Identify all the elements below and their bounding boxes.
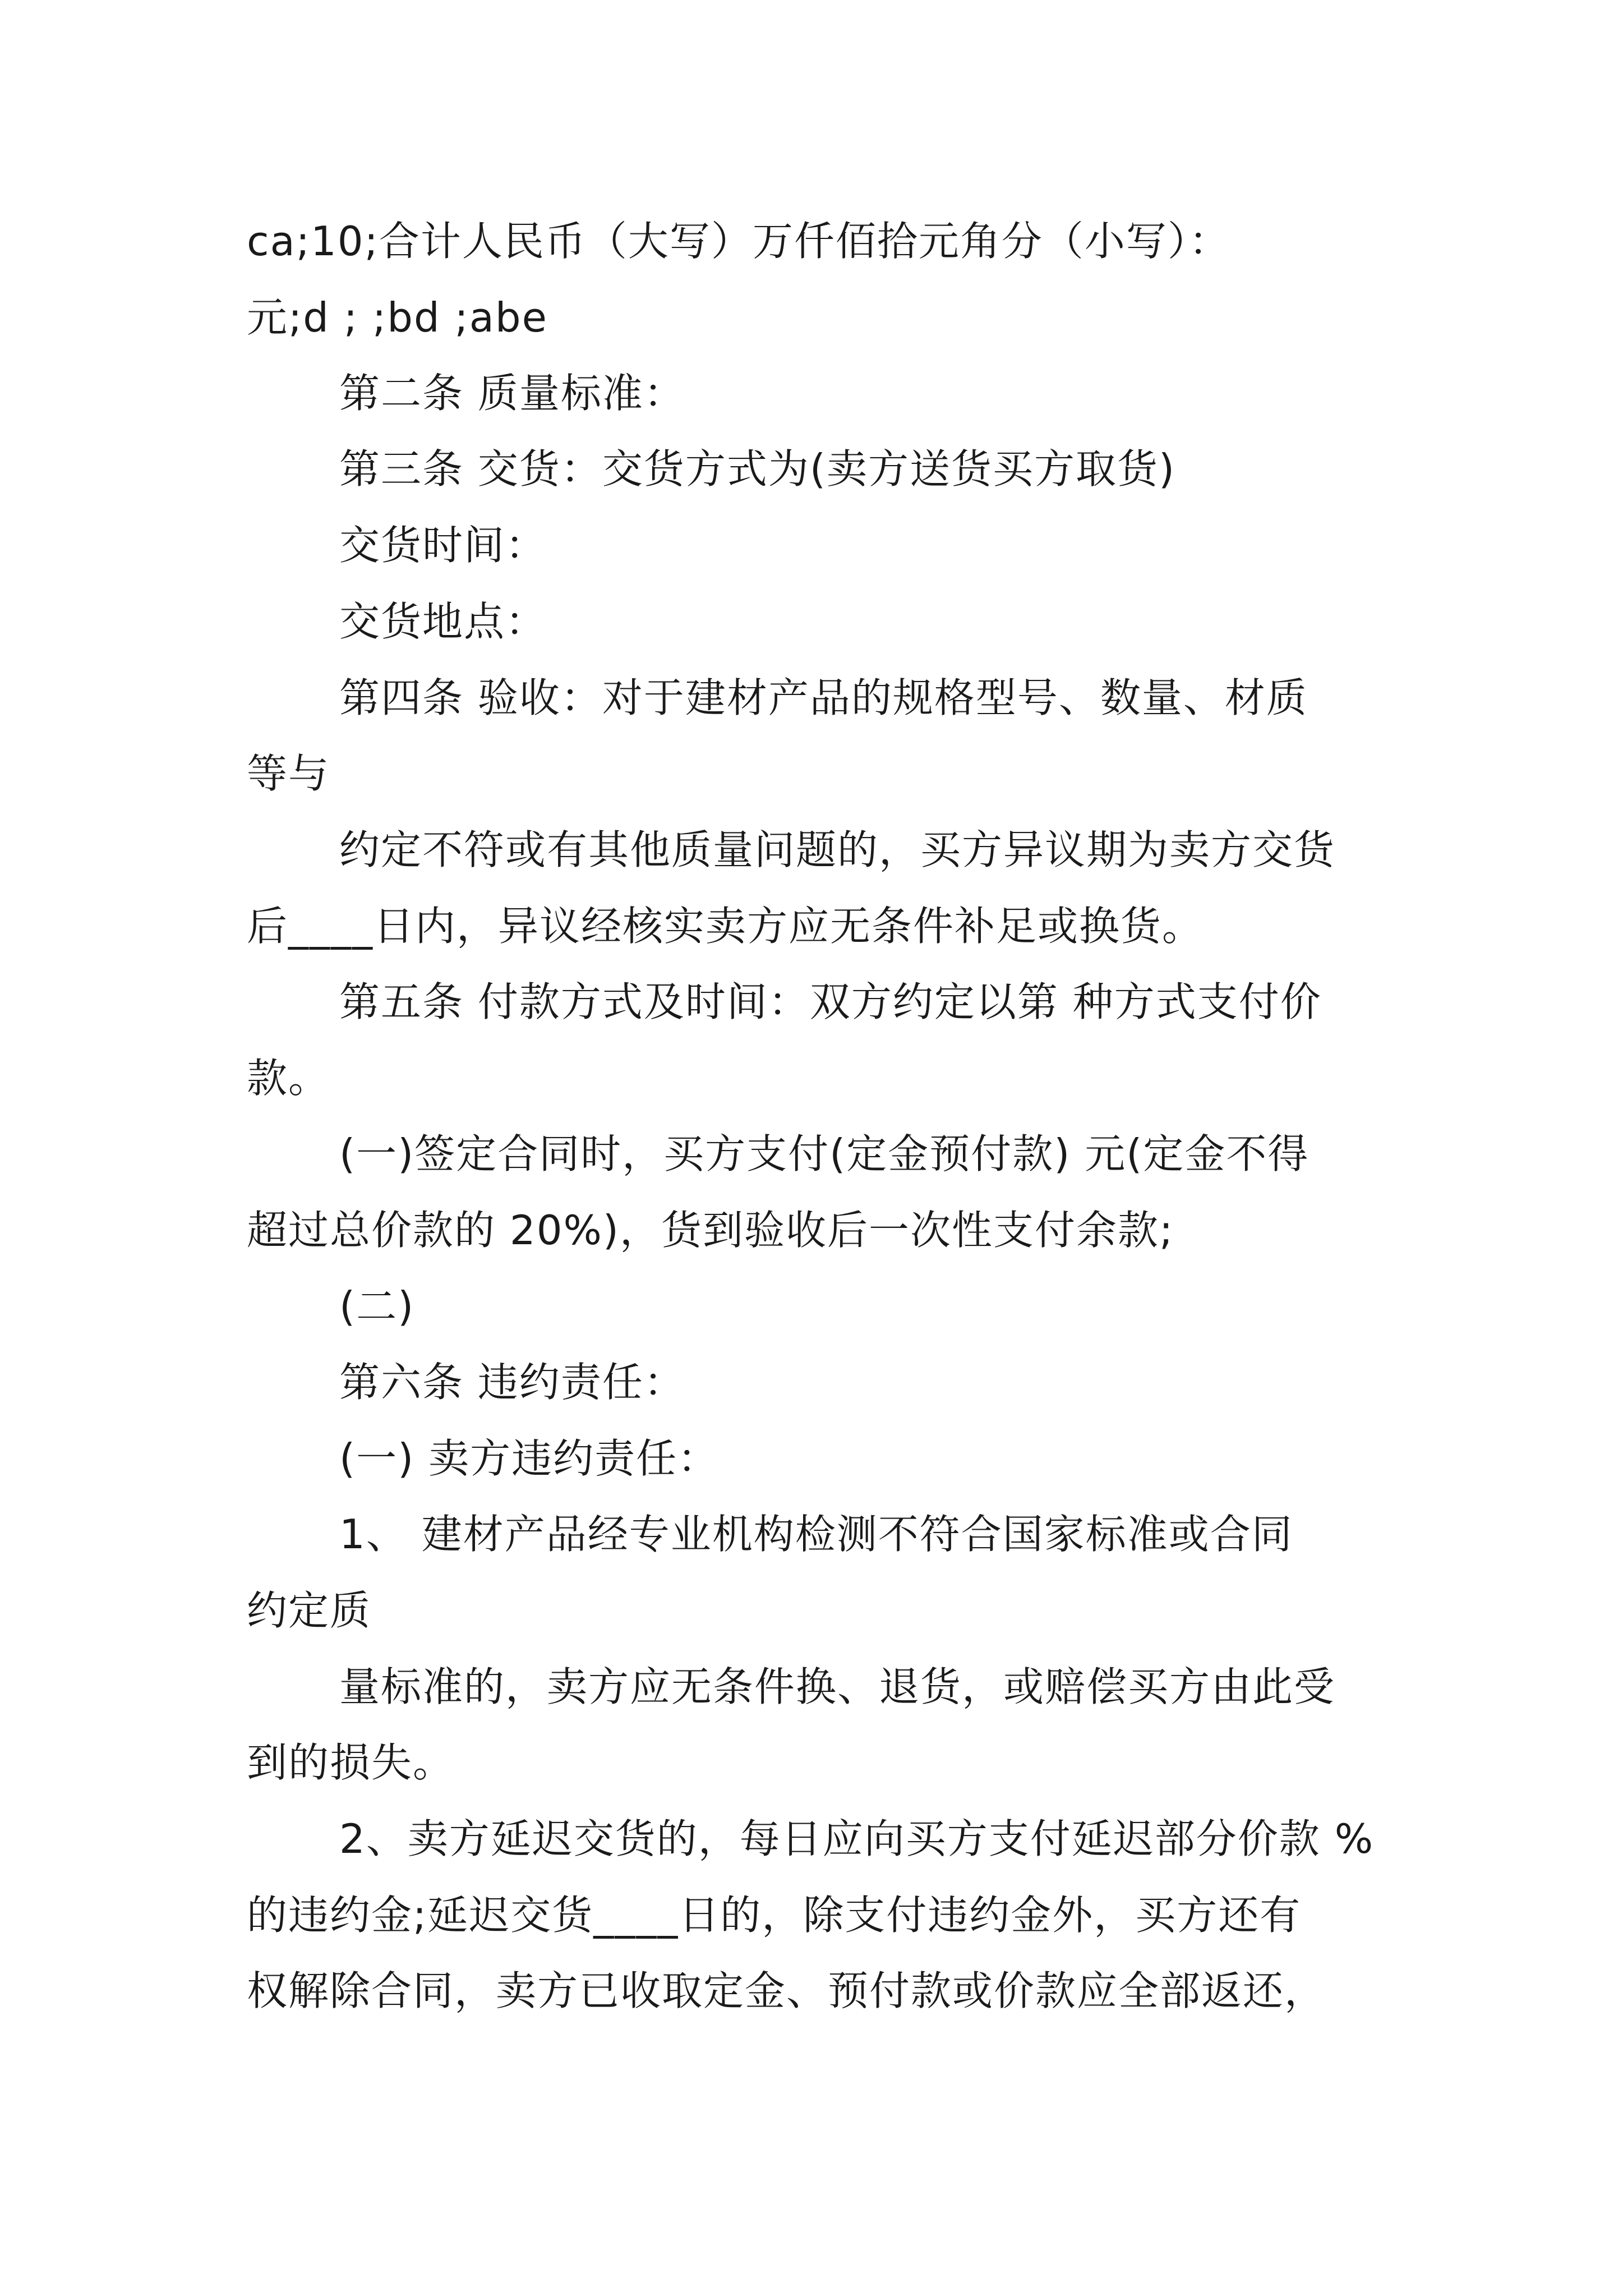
delivery-time-line: 交货时间： [339,522,547,569]
text-line-14: 超过总价款的 20%)，货到验收后一次性支付余款; [247,1207,1174,1254]
delivery-place-line: 交货地点： [339,598,547,645]
text-line-12: 款。 [247,1055,330,1102]
text-line-2: 元;d ; ;bd ;abe [247,294,548,341]
article-3-heading: 第三条 交货：交货方式为(卖方送货买方取货) [339,445,1176,493]
payment-option-1: (一)签定合同时，买方支付(定金预付款) 元(定金不得 [339,1130,1310,1177]
text-line-19: 约定质 [247,1587,372,1634]
text-line-8: 等与 [247,750,330,797]
liability-item-1: 1、 建材产品经专业机构检测不符合国家标准或合同 [339,1511,1293,1558]
liability-item-2: 2、卖方延迟交货的，每日应向买方支付延迟部分价款 % [339,1815,1375,1862]
text-line-20: 量标准的，卖方应无条件换、退货，或赔偿买方由此受 [339,1663,1336,1710]
text-line-9: 约定不符或有其他质量问题的，买方异议期为卖方交货 [339,826,1336,873]
text-line-23: 的违约金;延迟交货____日的，除支付违约金外，买方还有 [247,1892,1302,1939]
text-line-1: ca;10;合计人民币（大写）万仟佰拾元角分（小写）： [247,218,1230,265]
text-line-21: 到的损失。 [247,1739,455,1786]
payment-option-2: (二) [339,1283,415,1330]
article-5-heading: 第五条 付款方式及时间：双方约定以第 种方式支付价 [339,978,1322,1025]
article-4-heading: 第四条 验收：对于建材产品的规格型号、数量、材质 [339,674,1308,721]
text-line-24: 权解除合同，卖方已收取定金、预付款或价款应全部返还， [247,1967,1326,2014]
text-line-10: 后____日内，异议经核实卖方应无条件补足或换货。 [247,903,1204,950]
article-2-heading: 第二条 质量标准： [339,370,685,417]
seller-liability-heading: (一) 卖方违约责任： [339,1435,720,1482]
article-6-heading: 第六条 违约责任： [339,1359,685,1406]
